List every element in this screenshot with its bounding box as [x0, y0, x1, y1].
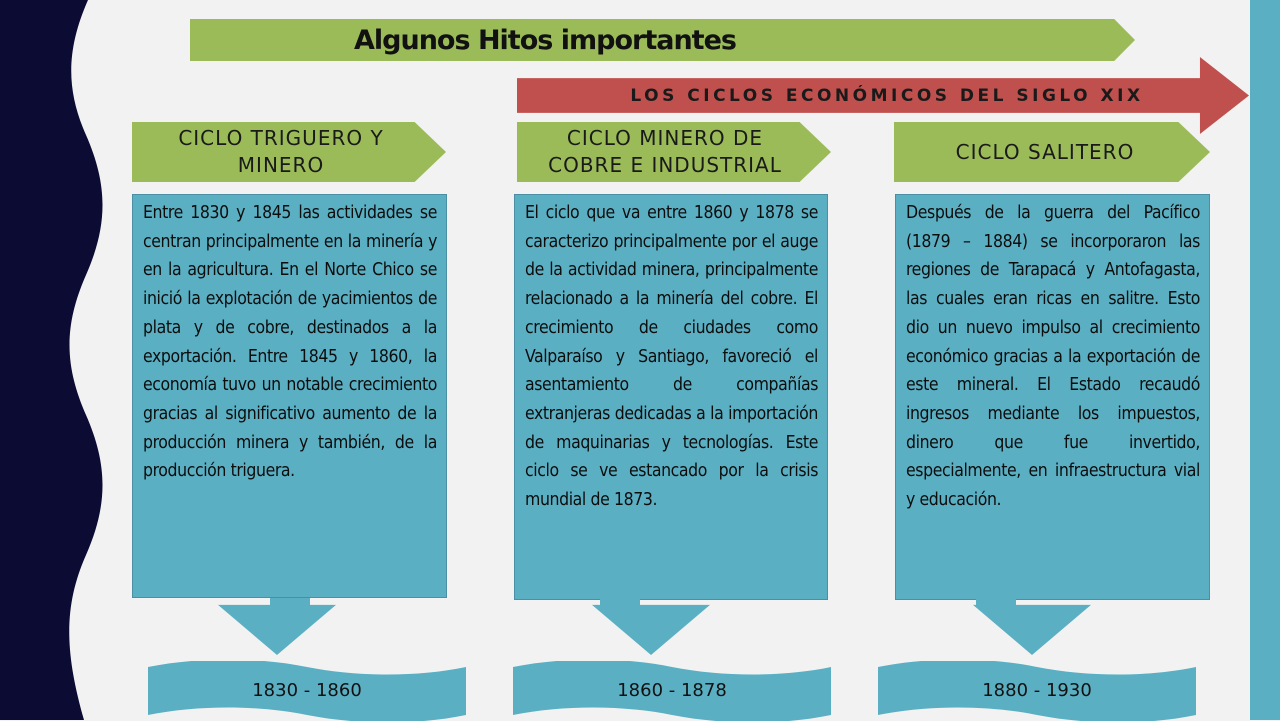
down-arrow-stub-2	[600, 598, 640, 606]
cycle-description-1: Entre 1830 y 1845 las actividades se centran principalmente en la minería y en la agricultura. En el Norte Chico se inició la explotación de yacimientos de plata y de cobre, destinados a la exportación. Entre 1845 y 1860, la economía tuvo un notable crecimiento gracias al significativo aumento de la producción minera y también, de la producción triguera.	[143, 203, 437, 482]
cycle-label-3: CICLO SALITERO	[955, 139, 1135, 164]
left-wave-band	[0, 0, 103, 720]
down-arrow-stub-1	[270, 598, 310, 606]
cycle-label-1: CICLO TRIGUERO Y MINERO	[178, 126, 384, 177]
down-arrow-stub-3	[976, 598, 1016, 606]
cycle-description-box-2	[514, 194, 828, 600]
cycle-description-3: Después de la guerra del Pacífico (1879 – 1884) se incorporaron las regiones de Tarapacá y Antofagasta, las cuales eran ricas en salitre. Esto dio un nuevo impulso al crecimiento económico gracias a la exportación de este mineral. El Estado recaudó ingresos mediante los impuestos, dinero que fue invertido, especialmente, en infraestructura vial y educación.	[906, 203, 1200, 511]
cycle-label-2: CICLO MINERO DE COBRE E INDUSTRIAL	[548, 126, 782, 177]
period-label-2: 1860 - 1878	[617, 680, 727, 701]
cycle-description-2: El ciclo que va entre 1860 y 1878 se caracterizo principalmente por el auge de la actividad minera, principalmente relacionado a la minería del cobre. El crecimiento de ciudades como Valparaíso y Santiago, favoreció el asentamiento de compañías extranjeras dedicadas a la importación de maquinarias y tecnologías. Este ciclo se ve estancado por la crisis mundial de 1873.	[525, 203, 818, 511]
slide-title: Algunos Hitos importantes	[354, 24, 736, 56]
cycle-description-box-1	[132, 194, 447, 598]
period-label-1: 1830 - 1860	[252, 680, 362, 701]
period-label-3: 1880 - 1930	[982, 680, 1092, 701]
right-accent-strip	[1250, 0, 1280, 720]
cycle-description-box-3	[895, 194, 1210, 600]
banner-label: LOS CICLOS ECONÓMICOS DEL SIGLO XIX	[630, 85, 1144, 106]
